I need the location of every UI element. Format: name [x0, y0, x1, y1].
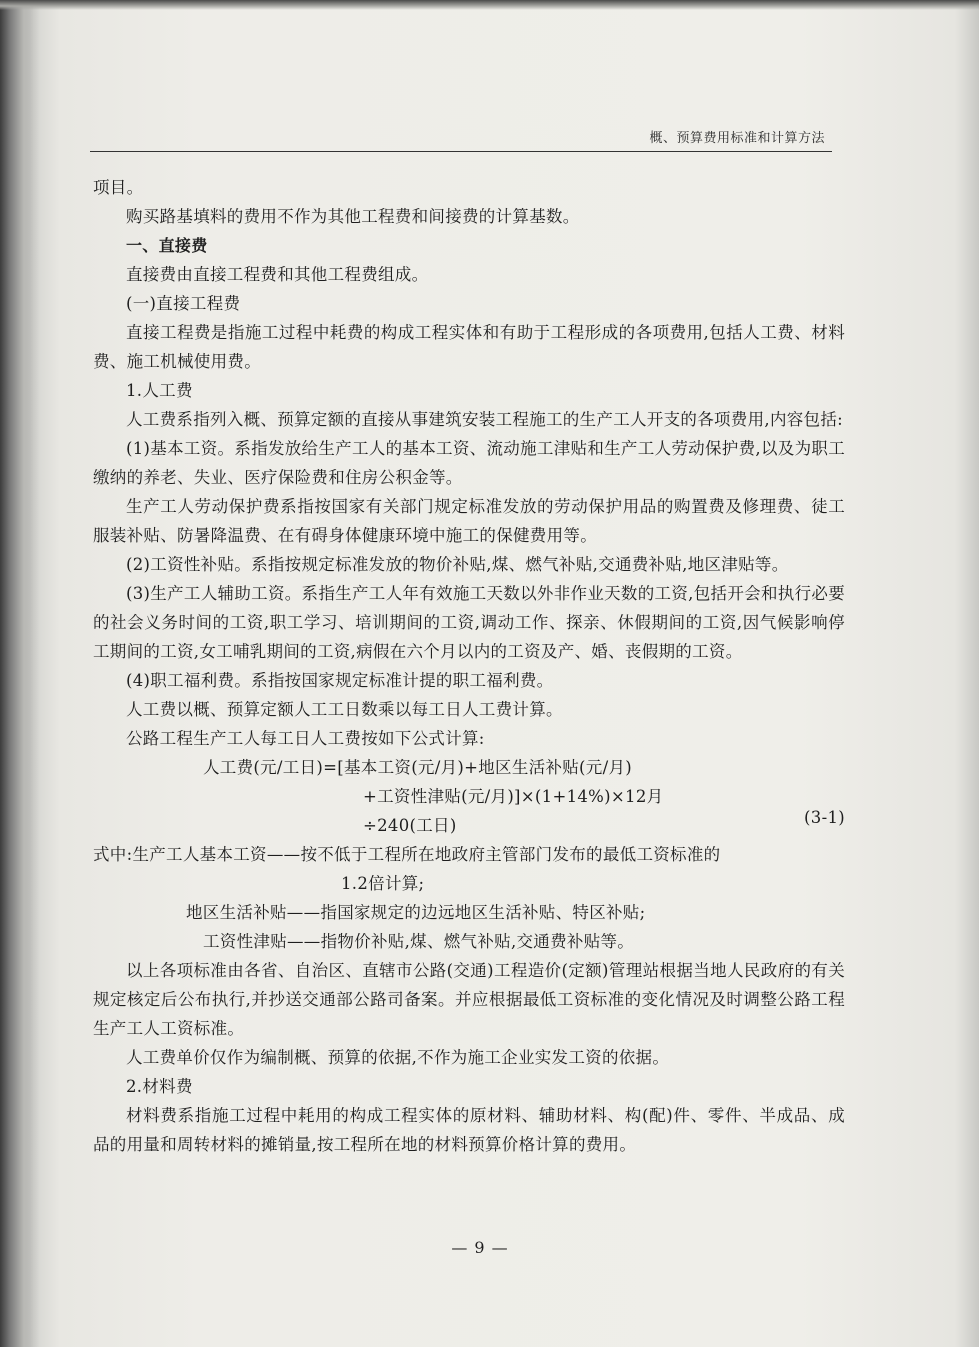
paragraph: 项目。	[93, 178, 144, 197]
legend-line: 1.2倍计算;	[341, 874, 425, 893]
formula-number: (3-1)	[804, 808, 845, 827]
paragraph: 人工费单价仅作为编制概、预算的依据,不作为施工企业实发工资的依据。	[126, 1048, 670, 1067]
page-number: — 9 —	[451, 1238, 509, 1257]
legend-line: 式中:生产工人基本工资——按不低于工程所在地政府主管部门发布的最低工资标准的	[93, 845, 721, 864]
paragraph: 材料费系指施工过程中耗用的构成工程实体的原材料、辅助材料、构(配)件、零件、半成品、成品的用量和周转材料的摊销量,按工程所在地的材料预算价格计算的费用。	[93, 1106, 845, 1154]
paragraph: 以上各项标准由各省、自治区、直辖市公路(交通)工程造价(定额)管理站根据当地人民政府的有关规定核定后公布执行,并抄送交通部公路司备案。并应根据最低工资标准的变化情况及时调整公路工程生产工人工资标准。	[93, 961, 845, 1038]
page-top-edge	[0, 0, 979, 10]
formula-line: ÷240(工日)	[363, 816, 457, 835]
paragraph: 直接费由直接工程费和其他工程费组成。	[126, 265, 429, 284]
header-rule	[90, 151, 832, 152]
paragraph: 公路工程生产工人每工日人工费按如下公式计算:	[126, 729, 485, 748]
paragraph: (3)生产工人辅助工资。系指生产工人年有效施工天数以外非作业天数的工资,包括开会和执行必要的社会义务时间的工资,职工学习、培训期间的工资,调动工作、探亲、休假期间的工资,因气候影响停工期间的工资,女工哺乳期间的工资,病假在六个月以内的工资及产、婚、丧假期的工资。	[93, 584, 845, 661]
legend-line: 地区生活补贴——指国家规定的边远地区生活补贴、特区补贴;	[186, 903, 646, 922]
paragraph: (2)工资性补贴。系指按规定标准发放的物价补贴,煤、燃气补贴,交通费补贴,地区津贴等。	[126, 555, 789, 574]
book-spine-shadow	[0, 0, 40, 1347]
section-heading: 一、直接费	[126, 236, 208, 255]
paragraph: (4)职工福利费。系指按国家规定标准计提的职工福利费。	[126, 671, 554, 690]
formula-line: 人工费(元/工日)=[基本工资(元/月)+地区生活补贴(元/月)	[203, 758, 632, 777]
paragraph: 人工费以概、预算定额人工工日数乘以每工日人工费计算。	[126, 700, 563, 719]
paragraph: 直接工程费是指施工过程中耗费的构成工程实体和有助于工程形成的各项费用,包括人工费、材料费、施工机械使用费。	[93, 323, 845, 371]
paragraph: 人工费系指列入概、预算定额的直接从事建筑安装工程施工的生产工人开支的各项费用,内容包括:	[126, 410, 844, 429]
paragraph: 购买路基填料的费用不作为其他工程费和间接费的计算基数。	[126, 207, 580, 226]
subsection-heading: (一)直接工程费	[126, 294, 241, 313]
formula-legend	[93, 840, 845, 956]
legend-line: 工资性津贴——指物价补贴,煤、燃气补贴,交通费补贴等。	[203, 932, 635, 951]
formula-3-1	[93, 753, 845, 840]
subsection-heading: 2.材料费	[126, 1077, 193, 1096]
paragraph: 生产工人劳动保护费系指按国家有关部门规定标准发放的劳动保护用品的购置费及修理费、徒工服装补贴、防暑降温费、在有碍身体健康环境中施工的保健费用等。	[93, 497, 845, 545]
running-head: 概、预算费用标准和计算方法	[649, 131, 825, 146]
formula-line: +工资性津贴(元/月)]×(1+14%)×12月	[363, 787, 664, 806]
subsection-heading: 1.人工费	[126, 381, 193, 400]
body-text	[93, 173, 845, 1159]
paragraph: (1)基本工资。系指发放给生产工人的基本工资、流动施工津贴和生产工人劳动保护费,以及为职工缴纳的养老、失业、医疗保险费和住房公积金等。	[93, 439, 845, 487]
